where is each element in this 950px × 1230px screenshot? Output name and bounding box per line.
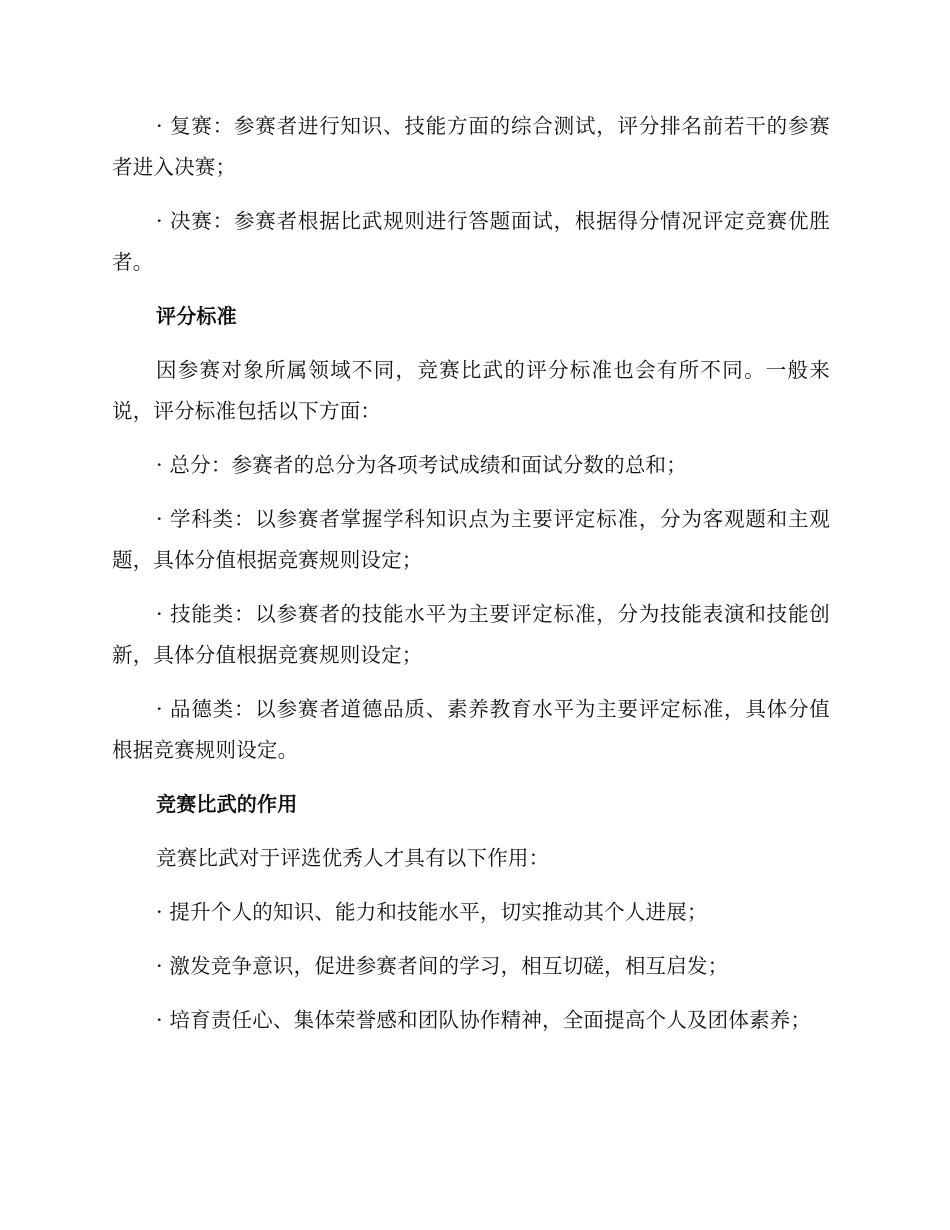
bullet-academic: · 学科类：以参赛者掌握学科知识点为主要评定标准，分为客观题和主观题，具体分值根据竞赛规则设定； xyxy=(112,507,830,572)
bullet-morality: · 品德类：以参赛者道德品质、素养教育水平为主要评定标准，具体分值根据竞赛规则设定。 xyxy=(112,697,830,762)
section-heading-scoring: 评分标准 xyxy=(156,304,237,328)
bullet-semifinal: · 复赛：参赛者进行知识、技能方面的综合测试，评分排名前若干的参赛者进入决赛； xyxy=(112,114,830,179)
bullet-skills: · 技能类：以参赛者的技能水平为主要评定标准，分为技能表演和技能创新，具体分值根据竞赛规则设定； xyxy=(112,602,830,667)
scoring-intro: 因参赛对象所属领域不同，竞赛比武的评分标准也会有所不同。一般来说，评分标准包括以下方面： xyxy=(112,358,830,423)
document-body xyxy=(112,106,830,1054)
bullet-teamwork: · 培育责任心、集体荣誉感和团队协作精神，全面提高个人及团体素养； xyxy=(156,1008,812,1032)
bullet-competition: · 激发竞争意识，促进参赛者间的学习，相互切磋，相互启发； xyxy=(156,954,729,978)
bullet-total-score: · 总分：参赛者的总分为各项考试成绩和面试分数的总和； xyxy=(156,453,687,477)
role-intro: 竞赛比武对于评选优秀人才具有以下作用： xyxy=(156,846,550,870)
bullet-final: · 决赛：参赛者根据比武规则进行答题面试，根据得分情况评定竞赛优胜者。 xyxy=(112,209,830,274)
section-heading-role: 竞赛比武的作用 xyxy=(156,792,298,816)
bullet-improve: · 提升个人的知识、能力和技能水平，切实推动其个人进展； xyxy=(156,900,708,924)
